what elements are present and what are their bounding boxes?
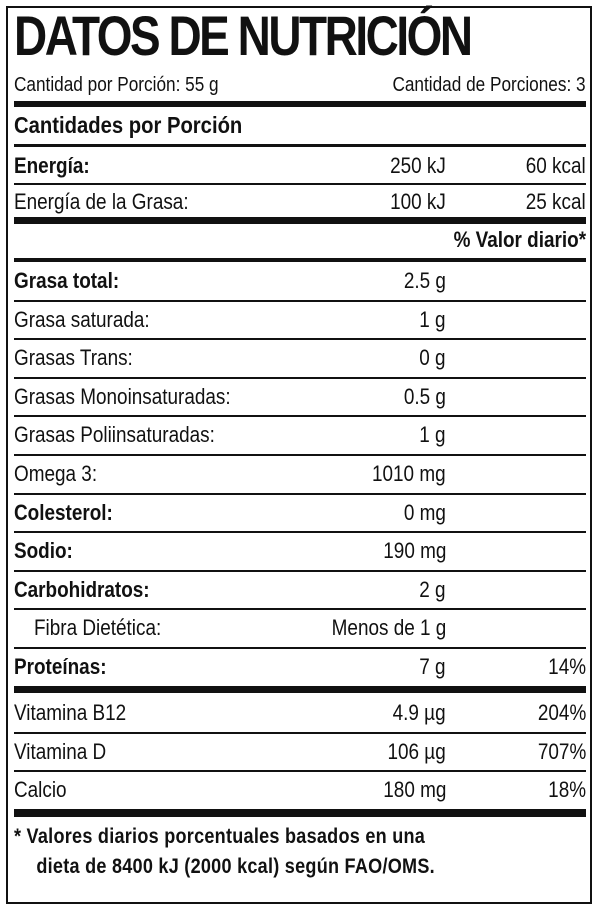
nutrient-row [14, 378, 586, 416]
nutrient-row [14, 301, 586, 339]
nutrient-name: Grasas Monoinsaturadas: [14, 383, 231, 409]
fat-energy-name: Energía de la Grasa: [14, 189, 189, 214]
vitamin-daily-value: 707% [537, 738, 586, 764]
serving-size: Cantidad por Porción: 55 g [14, 74, 219, 96]
nutrient-row [14, 648, 586, 686]
fat-energy-kcal: 25 kcal [526, 189, 586, 214]
thick-divider [14, 809, 586, 817]
nutrient-name: Fibra Dietética: [34, 615, 162, 641]
vitamin-row [14, 694, 586, 732]
footnote-line-1: * Valores diarios porcentuales basados en una [14, 825, 426, 848]
nutrient-daily-value: 14% [548, 654, 586, 679]
nutrient-row [14, 339, 586, 377]
nutrient-name: Omega 3: [14, 461, 98, 486]
nutrient-amount: 0 mg [403, 499, 446, 525]
energy-row [14, 147, 586, 185]
servings-per-container: Cantidad de Porciones: 3 [392, 74, 586, 96]
nutrient-name: Sodio: [14, 538, 73, 564]
thick-divider [14, 686, 586, 693]
nutrient-name: Grasa saturada: [14, 306, 150, 332]
footnote [14, 822, 586, 882]
nutrient-name: Grasas Poliinsaturadas: [14, 422, 215, 448]
nutrient-name: Proteínas: [14, 654, 107, 679]
fat-energy-row [14, 183, 586, 221]
label-title: DATOS DE NUTRICIÓN [14, 4, 471, 67]
nutrient-row [14, 416, 586, 454]
fat-energy-kj: 100 kJ [390, 189, 446, 214]
vitamin-amount: 180 mg [382, 777, 446, 802]
nutrient-name: Grasas Trans: [14, 345, 133, 371]
vitamin-row [14, 771, 586, 809]
nutrient-name: Carbohidratos: [14, 576, 150, 602]
nutrient-amount: 1010 mg [372, 461, 446, 486]
nutrient-amount: 1 g [419, 422, 446, 448]
energy-kcal: 60 kcal [526, 153, 586, 178]
nutrient-name: Colesterol: [14, 499, 113, 525]
nutrient-amount: 0 g [419, 345, 446, 371]
daily-value-header: % Valor diario* [453, 227, 586, 252]
energy-kj: 250 kJ [390, 153, 446, 178]
vitamin-name: Vitamina B12 [14, 700, 127, 725]
energy-name: Energía: [14, 153, 90, 178]
nutrient-amount: 2 g [419, 576, 446, 602]
nutrient-row [14, 571, 586, 609]
nutrient-amount: 1 g [419, 306, 446, 332]
nutrient-amount: 2.5 g [403, 268, 446, 293]
nutrient-amount: 0.5 g [403, 383, 446, 409]
nutrient-row [14, 494, 586, 532]
vitamin-amount: 4.9 µg [393, 700, 446, 725]
section-heading: Cantidades por Porción [14, 112, 243, 138]
footnote-line-2: dieta de 8400 kJ (2000 kcal) según FAO/OMS. [36, 855, 435, 878]
nutrient-amount: 7 g [419, 654, 446, 679]
vitamin-name: Vitamina D [14, 738, 107, 764]
nutrient-row [14, 532, 586, 570]
vitamin-amount: 106 µg [387, 738, 446, 764]
nutrient-amount: Menos de 1 g [331, 615, 446, 641]
nutrient-row [14, 262, 586, 300]
nutrient-amount: 190 mg [382, 538, 446, 564]
vitamin-name: Calcio [14, 777, 67, 802]
vitamin-row [14, 733, 586, 771]
vitamin-daily-value: 18% [548, 777, 586, 802]
vitamin-daily-value: 204% [537, 700, 586, 725]
nutrient-row [14, 455, 586, 493]
nutrient-name: Grasa total: [14, 268, 120, 293]
nutrient-row [14, 609, 586, 647]
